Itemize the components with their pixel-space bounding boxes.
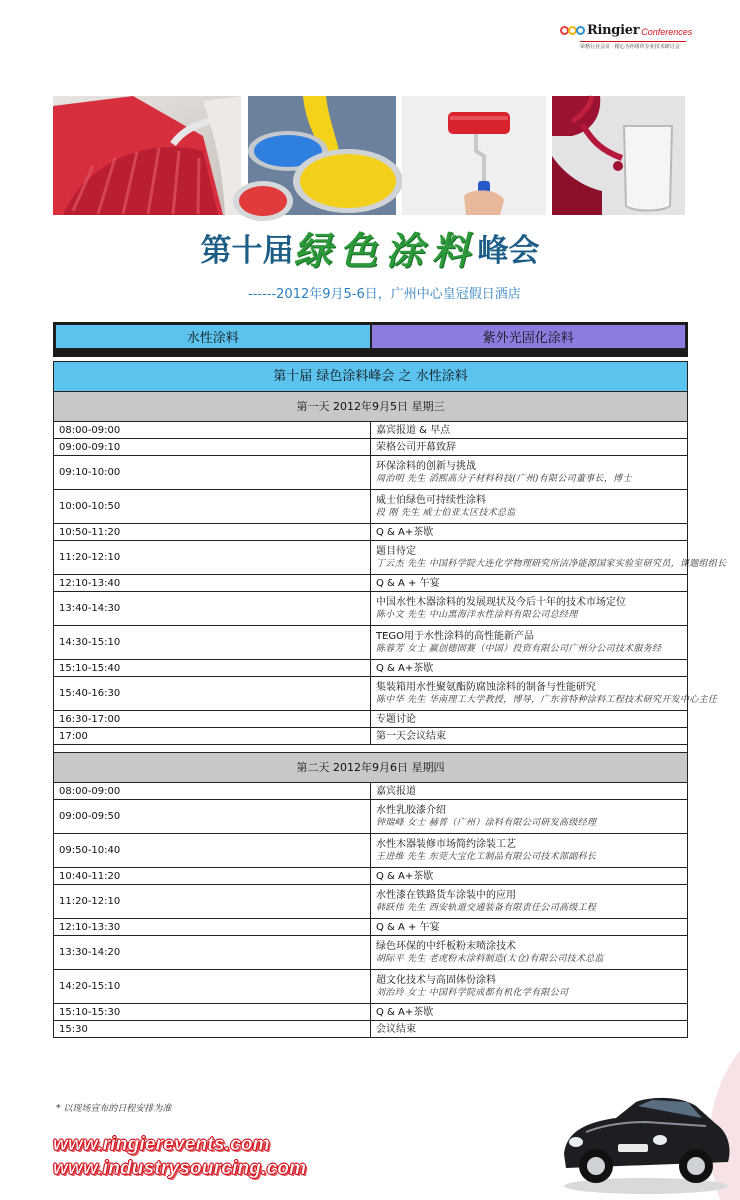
session-speaker: 刘治玲 女士 中国科学院成都有机化学有限公司 <box>376 987 569 998</box>
session-row <box>54 575 688 592</box>
session-title: 超文化技术与高固体份涂料 <box>376 974 496 986</box>
session-title: 威士伯绿色可持续性涂料 <box>376 494 486 506</box>
session-details <box>371 1004 688 1021</box>
session-details <box>371 439 688 456</box>
session-row <box>54 439 688 456</box>
session-title: Q & A + 午宴 <box>376 577 440 589</box>
session-details <box>371 885 688 919</box>
schedule-footnote: * 以现场宣布的日程安排为准 <box>56 1104 172 1114</box>
session-details <box>371 456 688 490</box>
red-liquid-glass-photo <box>552 96 685 215</box>
session-row <box>54 422 688 439</box>
title-prefix: 第十届 <box>200 233 294 269</box>
ringier-logo <box>560 22 693 62</box>
session-row <box>54 834 688 868</box>
paint-cans-photo <box>248 96 396 215</box>
session-details <box>371 541 727 575</box>
paint-roller-wall-photo <box>402 96 546 215</box>
session-time: 08:00-09:00 <box>54 783 371 800</box>
session-time: 12:10-13:40 <box>54 575 371 592</box>
session-details <box>371 711 688 728</box>
session-row <box>54 626 688 660</box>
website-link-ringierevents[interactable]: www.ringierevents.com <box>53 1134 270 1155</box>
session-row <box>54 490 688 524</box>
session-details <box>371 677 718 711</box>
session-time: 13:30-14:20 <box>54 936 371 970</box>
tab-uv-curing-coatings[interactable]: 紫外光固化涂料 <box>371 324 687 349</box>
day-label: 第二天 2012年9月6日 星期四 <box>54 753 688 783</box>
logo-brand: Ringier <box>587 22 640 38</box>
session-details <box>371 524 688 541</box>
day-separator <box>54 745 688 753</box>
session-title: Q & A+茶歇 <box>376 1006 434 1018</box>
schedule-heading: 第十届 绿色涂料峰会 之 水性涂料 <box>54 362 688 392</box>
session-time: 10:50-11:20 <box>54 524 371 541</box>
session-details <box>371 783 688 800</box>
session-time: 17:00 <box>54 728 371 745</box>
session-row <box>54 711 688 728</box>
session-title: Q & A+茶歇 <box>376 662 434 674</box>
session-row <box>54 1004 688 1021</box>
session-row <box>54 677 688 711</box>
session-speaker: 王进维 先生 东莞大宝化工制品有限公司技术部副科长 <box>376 851 597 862</box>
session-time: 14:20-15:10 <box>54 970 371 1004</box>
session-details <box>371 868 688 885</box>
session-title: Q & A + 午宴 <box>376 921 440 933</box>
session-time: 15:40-16:30 <box>54 677 371 711</box>
website-link-industrysourcing[interactable]: www.industrysourcing.com <box>53 1158 307 1179</box>
session-speaker: 丁云杰 先生 中国科学院大连化学物理研究所洁净能源国家实验室研究员，课题组组长 <box>376 558 727 569</box>
session-title: 集装箱用水性聚氨酯防腐蚀涂料的制备与性能研究 <box>376 681 596 693</box>
paint-roller-closeup-photo <box>53 96 241 215</box>
session-title: 水性乳胶漆介绍 <box>376 804 446 816</box>
session-time: 13:40-14:30 <box>54 592 371 626</box>
session-row <box>54 868 688 885</box>
session-speaker: 陈中华 先生 华南理工大学教授，博导，广东省特种涂料工程技术研究开发中心主任 <box>376 694 718 705</box>
session-details <box>371 728 688 745</box>
session-time: 08:00-09:00 <box>54 422 371 439</box>
session-row <box>54 919 688 936</box>
session-time: 15:10-15:40 <box>54 660 371 677</box>
session-title: 环保涂料的创新与挑战 <box>376 460 476 472</box>
session-title: TEGO用于水性涂料的高性能新产品 <box>376 630 535 642</box>
session-row <box>54 541 688 575</box>
session-title: 中国水性木器涂料的发展现状及今后十年的技术市场定位 <box>376 596 626 608</box>
session-time: 16:30-17:00 <box>54 711 371 728</box>
session-row <box>54 728 688 745</box>
session-title: 绿色环保的中纤板粉末喷涂技术 <box>376 940 516 952</box>
session-row <box>54 783 688 800</box>
session-time: 11:20-12:10 <box>54 541 371 575</box>
schedule-table <box>53 361 727 1038</box>
session-details <box>371 575 688 592</box>
session-details <box>371 919 688 936</box>
tab-waterborne-coatings[interactable]: 水性涂料 <box>55 324 371 349</box>
session-speaker: 陈小文 先生 中山黑海洋水性涂料有限公司总经理 <box>376 609 578 620</box>
session-speaker: 陈蓉芳 女士 赢创德固赛（中国）投资有限公司广州分公司技术服务经 <box>376 643 662 654</box>
session-time: 14:30-15:10 <box>54 626 371 660</box>
session-details <box>371 1021 688 1038</box>
session-details <box>371 970 688 1004</box>
session-speaker: 胡际平 先生 老虎粉末涂料制造(太仓)有限公司技术总监 <box>376 953 604 964</box>
session-row <box>54 1021 688 1038</box>
session-title: 第一天会议结束 <box>376 730 446 742</box>
session-row <box>54 592 688 626</box>
logo-tagline: 荣格行业会议 · 精心为你组织专业技术研讨会 <box>580 44 680 50</box>
session-details <box>371 936 688 970</box>
day-header-row <box>54 392 688 422</box>
session-row <box>54 800 688 834</box>
title-suffix: 峰会 <box>477 233 540 269</box>
olympic-rings-icon <box>560 26 584 35</box>
session-title: 荣格公司开幕致辞 <box>376 441 456 453</box>
session-row <box>54 885 688 919</box>
session-details <box>371 592 688 626</box>
day-label: 第一天 2012年9月5日 星期三 <box>54 392 688 422</box>
session-title: 嘉宾报道 & 早点 <box>376 424 451 436</box>
session-time: 15:10-15:30 <box>54 1004 371 1021</box>
title-highlight: 绿色涂料 <box>293 228 478 273</box>
logo-suffix: Conferences <box>641 26 693 37</box>
session-title: 水性木器装修市场简约涂装工艺 <box>376 838 516 850</box>
session-row <box>54 970 688 1004</box>
session-title: 会议结束 <box>376 1023 416 1035</box>
session-title: 嘉宾报道 <box>376 785 416 797</box>
session-row <box>54 936 688 970</box>
session-time: 09:00-09:10 <box>54 439 371 456</box>
session-speaker: 段 刚 先生 威士伯亚太区技术总监 <box>376 507 516 518</box>
event-date-venue: ------2012年9月5-6日，广州中心皇冠假日酒店 <box>248 287 521 302</box>
session-time: 09:50-10:40 <box>54 834 371 868</box>
session-time: 09:00-09:50 <box>54 800 371 834</box>
session-time: 10:40-11:20 <box>54 868 371 885</box>
session-title: 水性漆在铁路货车涂装中的应用 <box>376 889 516 901</box>
session-title: Q & A+茶歇 <box>376 526 434 538</box>
session-time: 15:30 <box>54 1021 371 1038</box>
session-speaker: 周治明 先生 滔熙高分子材料科技(广州)有限公司董事长，博士 <box>376 473 632 484</box>
session-details <box>371 490 688 524</box>
session-title: Q & A+茶歇 <box>376 870 434 882</box>
session-time: 10:00-10:50 <box>54 490 371 524</box>
session-speaker: 钟瑞峰 女士 赫普（广州）涂料有限公司研发高级经理 <box>376 817 597 828</box>
event-title <box>0 220 740 273</box>
topic-tabs <box>53 322 688 357</box>
session-title: 题目待定 <box>376 545 416 557</box>
session-details <box>371 660 688 677</box>
session-details <box>371 800 688 834</box>
session-row <box>54 660 688 677</box>
session-speaker: 韩跃伟 先生 西安轨道交通装备有限责任公司高级工程 <box>376 902 597 913</box>
session-time: 11:20-12:10 <box>54 885 371 919</box>
session-time: 12:10-13:30 <box>54 919 371 936</box>
day-header-row <box>54 753 688 783</box>
convertible-car-illustration <box>556 1062 734 1197</box>
session-time: 09:10-10:00 <box>54 456 371 490</box>
session-row <box>54 524 688 541</box>
session-row <box>54 456 688 490</box>
session-details <box>371 626 688 660</box>
session-details <box>371 834 688 868</box>
session-title: 专题讨论 <box>376 713 416 725</box>
session-details <box>371 422 688 439</box>
